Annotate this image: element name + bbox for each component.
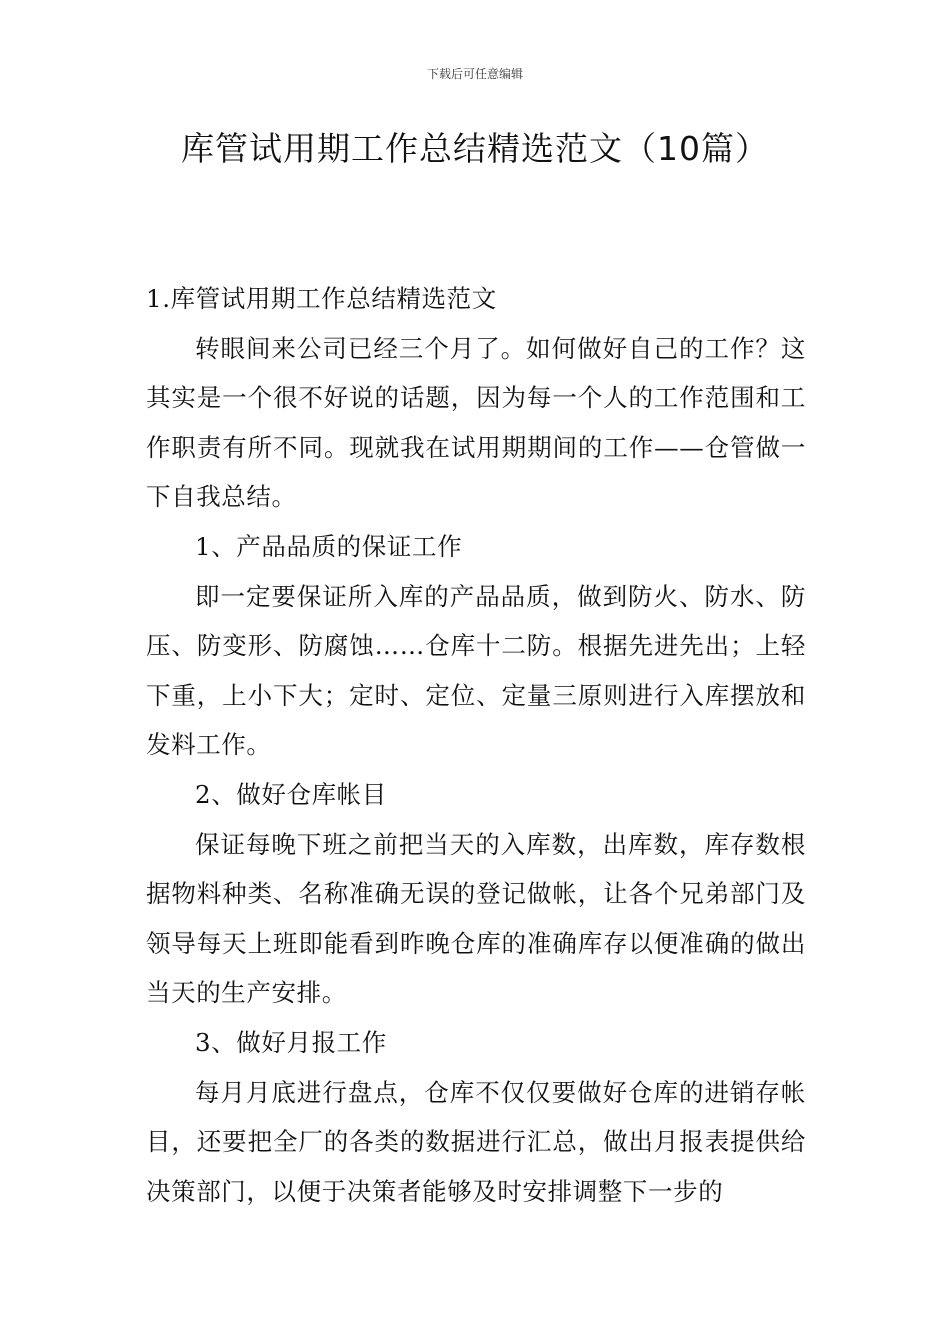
paragraph-product-quality: 即一定要保证所入库的产品品质，做到防火、防水、防压、防变形、防腐蚀……仓库十二防。根据先进先出；上轻下重，上小下大；定时、定位、定量三原则进行入库摆放和发料工作。 [146, 581, 806, 760]
document-title: 库管试用期工作总结精选范文（10篇） [181, 129, 769, 168]
header-note: 下载后可任意编辑 [426, 67, 523, 81]
subheading-warehouse-accounts: 2、做好仓库帐目 [195, 779, 387, 809]
paragraph-intro: 转眼间来公司已经三个月了。如何做好自己的工作？这其实是一个很不好说的话题，因为每一个人的工作范围和工作职责有所不同。现就我在试用期期间的工作——仓管做一下自我总结。 [146, 333, 806, 512]
document-body [146, 274, 806, 1216]
subheading-monthly-report: 3、做好月报工作 [195, 1027, 387, 1057]
subheading-product-quality: 1、产品品质的保证工作 [195, 531, 463, 561]
paragraph-warehouse-accounts: 保证每晚下班之前把当天的入库数，出库数，库存数根据物料种类、名称准确无误的登记做帐，让各个兄弟部门及领导每天上班即能看到昨晚仓库的准确库存以便准确的做出当天的生产安排。 [146, 829, 806, 1008]
section-heading: 1.库管试用期工作总结精选范文 [146, 284, 497, 313]
paragraph-monthly-report: 每月月底进行盘点，仓库不仅仅要做好仓库的进销存帐目，还要把全厂的各类的数据进行汇总，做出月报表提供给决策部门，以便于决策者能够及时安排调整下一步的 [146, 1077, 806, 1206]
